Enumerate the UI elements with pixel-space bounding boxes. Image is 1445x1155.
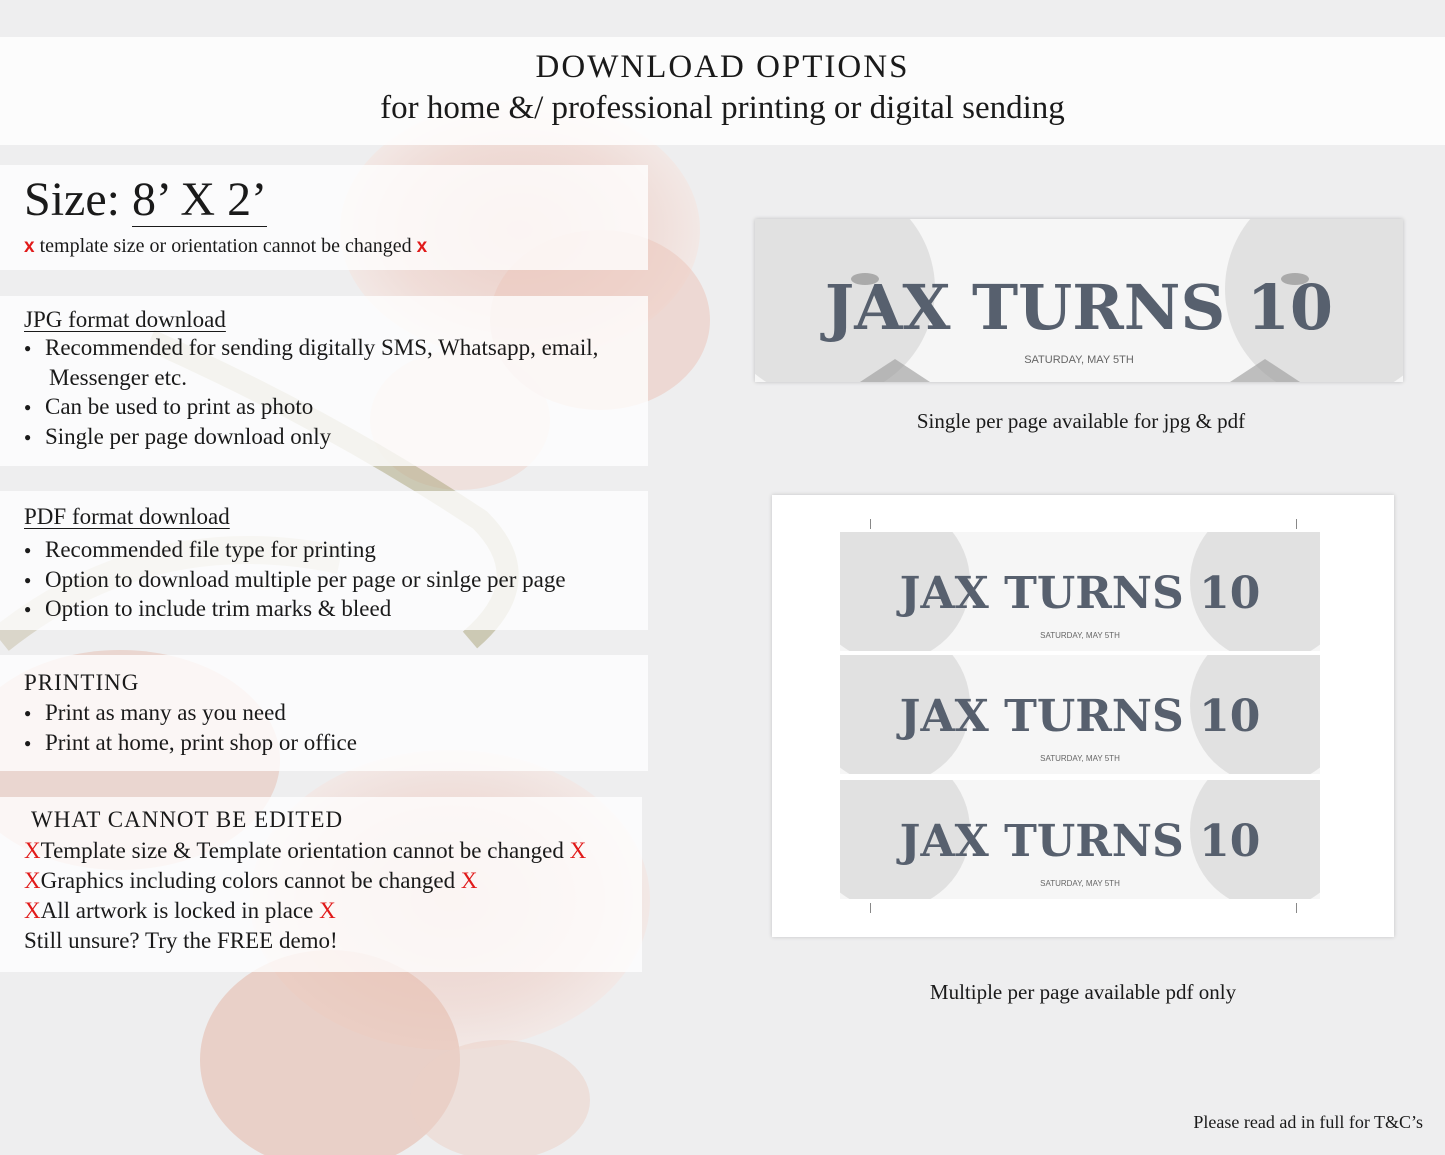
list-item <box>24 596 391 622</box>
x-mark-icon: x <box>24 236 35 257</box>
pdf-heading: PDF format download <box>24 504 230 529</box>
size-value: 8’ X 2’ <box>131 173 268 226</box>
list-item-text: Recommended file type for printing <box>45 537 376 562</box>
size-label: Size: <box>24 173 120 226</box>
demo-note: Still unsure? Try the FREE demo! <box>24 928 338 953</box>
list-item <box>24 838 586 864</box>
trim-mark <box>870 519 871 529</box>
printing-heading: PRINTING <box>24 670 140 695</box>
size-heading <box>24 172 267 227</box>
bullet-icon: ● <box>24 400 32 414</box>
bullet-icon: ● <box>24 736 32 750</box>
footer-note: Please read ad in full for T&C’s <box>1193 1112 1423 1132</box>
banner-date: SATURDAY, MAY 5TH <box>1040 879 1120 888</box>
list-item: Messenger etc. <box>49 365 187 390</box>
x-mark-icon: X <box>460 868 478 893</box>
page-title: DOWNLOAD OPTIONS <box>535 49 910 85</box>
banner-title: JAX TURNS 10 <box>899 568 1261 619</box>
list-item <box>24 335 598 361</box>
banner-preview <box>840 532 1320 651</box>
list-item-text: Option to include trim marks & bleed <box>45 596 392 621</box>
x-mark-icon: x <box>416 236 428 257</box>
page-subtitle: for home &/ professional printing or digital sending <box>380 90 1065 126</box>
bullet-icon: ● <box>24 543 32 557</box>
bullet-icon: ● <box>24 602 32 616</box>
list-item-text: Recommended for sending digitally SMS, Whatsapp, email, <box>45 335 599 360</box>
list-item-text: Option to download multiple per page or sinlge per page <box>45 567 566 592</box>
banner-date: SATURDAY, MAY 5TH <box>1024 354 1134 366</box>
x-mark-icon: X <box>569 838 587 863</box>
x-mark-icon: X <box>24 868 41 893</box>
trim-mark <box>1296 903 1297 913</box>
list-item-text: Print at home, print shop or office <box>45 730 357 755</box>
trim-mark <box>870 903 871 913</box>
size-note-text: template size or orientation cannot be changed <box>39 235 412 257</box>
jpg-heading: JPG format download <box>24 307 226 332</box>
cannot-edit-heading: WHAT CANNOT BE EDITED <box>31 807 344 832</box>
single-caption: Single per page available for jpg & pdf <box>916 409 1246 433</box>
x-mark-icon: X <box>319 898 336 923</box>
trim-mark <box>1296 519 1297 529</box>
list-item <box>24 700 286 726</box>
list-item <box>24 868 478 894</box>
list-item-text: Template size & Template orientation cannot be changed <box>40 838 564 863</box>
bullet-icon: ● <box>24 573 32 587</box>
size-note <box>24 235 427 258</box>
bullet-icon: ● <box>24 341 32 355</box>
header-banner <box>0 37 1445 145</box>
x-mark-icon: X <box>24 898 41 923</box>
banner-preview <box>840 780 1320 899</box>
list-item-text: Graphics including colors cannot be changed <box>40 868 456 893</box>
multiple-caption: Multiple per page available pdf only <box>929 980 1237 1004</box>
list-item-text: Print as many as you need <box>45 700 286 725</box>
list-item-text: All artwork is locked in place <box>40 898 314 923</box>
banner-preview <box>840 655 1320 774</box>
banner-date: SATURDAY, MAY 5TH <box>1040 754 1120 763</box>
list-item <box>24 898 336 924</box>
bullet-icon: ● <box>24 430 32 444</box>
list-item-text: Single per page download only <box>45 424 332 449</box>
x-mark-icon: X <box>24 838 41 863</box>
banner-title: JAX TURNS 10 <box>899 816 1261 867</box>
list-item-text: Can be used to print as photo <box>45 394 314 419</box>
list-item <box>24 424 331 450</box>
list-item <box>24 730 357 756</box>
bullet-icon: ● <box>24 706 32 720</box>
list-item <box>24 537 376 563</box>
banner-title: JAX TURNS 10 <box>824 271 1334 344</box>
banner-date: SATURDAY, MAY 5TH <box>1040 631 1120 640</box>
multi-page-preview <box>772 495 1394 937</box>
banner-preview-single <box>755 219 1403 382</box>
banner-title: JAX TURNS 10 <box>899 691 1261 742</box>
list-item <box>24 394 313 420</box>
list-item <box>24 567 566 593</box>
